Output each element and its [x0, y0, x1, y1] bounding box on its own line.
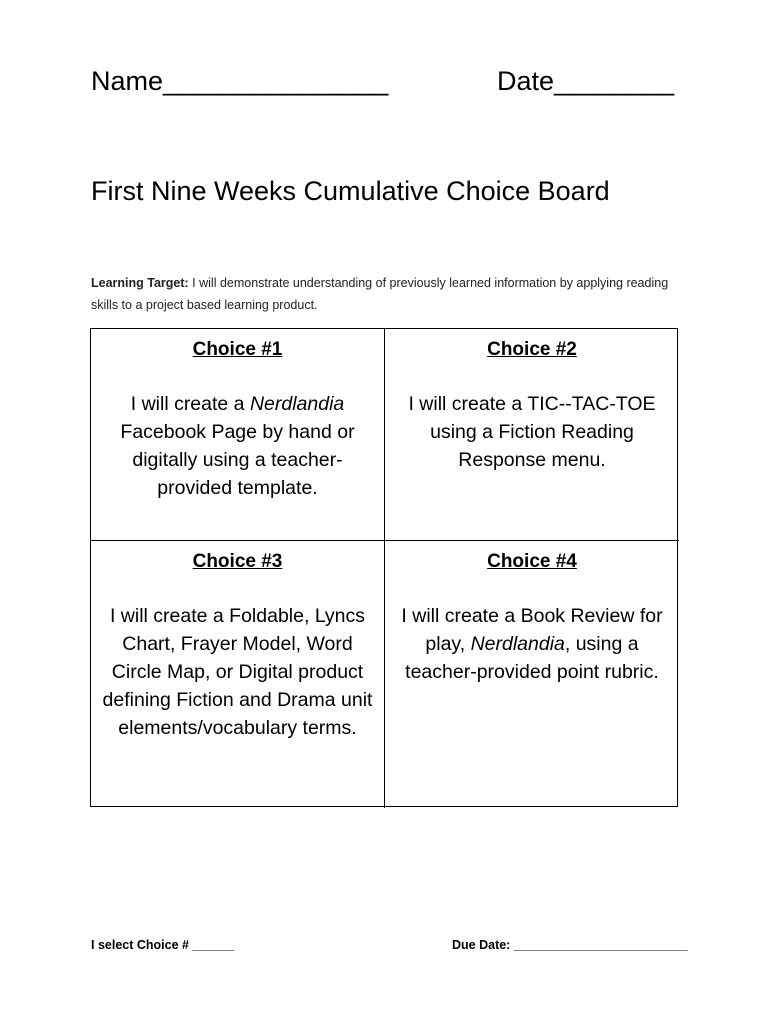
learning-target [91, 272, 671, 316]
learning-target-label: Learning Target: [91, 276, 189, 290]
choice-cell-2 [385, 329, 679, 541]
choice-description: I will create a Foldable, Lyncs Chart, Frayer Model, Word Circle Map, or Digital product defining Fiction and Drama unit elements/vocabulary terms. [102, 605, 373, 739]
choice-title: Choice #1 [192, 339, 283, 360]
choice-description: I will create a TIC--TAC-TOE using a Fiction Reading Response menu. [408, 393, 656, 471]
choice-cell-4 [385, 541, 679, 808]
choice-description: I will create a Book Review for play, Nerdlandia, using a teacher-provided point rubric. [401, 605, 663, 683]
due-date-field: Due Date: _________________________ [452, 938, 688, 952]
choice-title: Choice #2 [487, 339, 577, 360]
page-title: First Nine Weeks Cumulative Choice Board [91, 176, 610, 206]
choice-cell-3 [91, 541, 385, 808]
date-field-label: Date________ [497, 66, 675, 96]
learning-target-text: I will demonstrate understanding of previously learned information by applying reading skills to a project based learning product. [91, 276, 669, 312]
select-choice-field: I select Choice # ______ [91, 938, 235, 952]
choice-description: I will create a Nerdlandia Facebook Page by hand or digitally using a teacher-provided template. [120, 393, 355, 499]
choice-title: Choice #3 [192, 551, 283, 572]
choice-board [90, 328, 678, 807]
choice-title: Choice #4 [487, 551, 577, 572]
choice-cell-1 [91, 329, 385, 541]
name-field-label: Name_______________ [91, 66, 389, 96]
